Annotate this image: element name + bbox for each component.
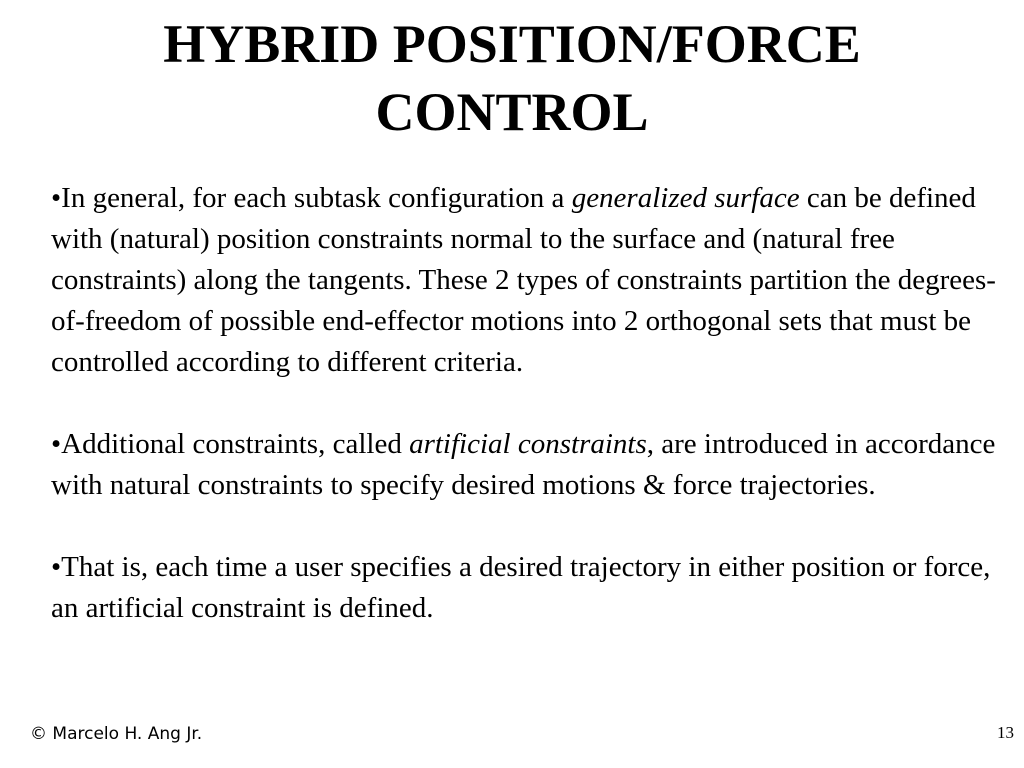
bullet-marker: • — [51, 182, 62, 214]
paragraph-text: That is, each time a user specifies a desired trajectory in either position or force, an artificial constraint is defined. — [51, 551, 991, 624]
bullet-paragraph-2 — [51, 424, 1011, 506]
page-number: 13 — [997, 723, 1014, 742]
slide-body — [51, 178, 1011, 629]
paragraph-text: can be defined with (natural) position constraints normal to the surface and (natural free constraints) along the tangents. These 2 types of constraints partition the degrees-of-freedom of possible end-effector motions into 2 orthogonal sets that must be controlled according to different criteria. — [51, 182, 996, 378]
bullet-paragraph-3 — [51, 547, 1011, 629]
slide-title-line-2: CONTROL — [375, 82, 649, 142]
emphasis-term: artificial constraints — [409, 428, 647, 460]
copyright-notice: © Marcelo H. Ang Jr. — [30, 724, 203, 744]
slide-title-line-1: HYBRID POSITION/FORCE — [163, 14, 861, 74]
paragraph-text: , are introduced in accordance with natural constraints to specify desired motions & force trajectories. — [51, 428, 996, 501]
bullet-paragraph-1 — [51, 178, 1011, 383]
bullet-marker: • — [51, 551, 62, 583]
emphasis-term: generalized surface — [571, 182, 800, 214]
bullet-marker: • — [51, 428, 62, 460]
paragraph-text: Additional constraints, called — [61, 428, 410, 460]
paragraph-text: In general, for each subtask configuration a — [61, 182, 572, 214]
slide-title — [0, 10, 1024, 146]
